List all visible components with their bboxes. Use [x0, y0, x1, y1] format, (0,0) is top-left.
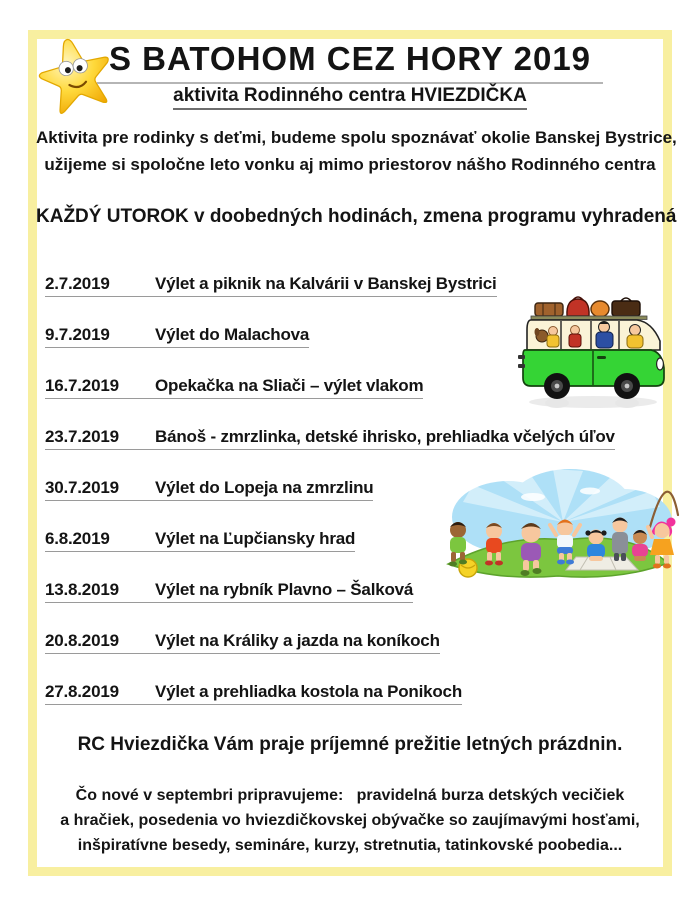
event-row [45, 325, 309, 348]
intro-text [36, 124, 677, 178]
family-van-illustration [515, 293, 667, 411]
event-date: 9.7.2019 [45, 325, 110, 344]
september-line-3: inšpiratívne besedy, semináre, kurzy, stretnutia, tatinkovské poobedia... [77, 837, 623, 854]
event-row [45, 376, 423, 399]
event-activity: Výlet do Malachova [155, 325, 310, 344]
september-line-2: a hračiek, posedenia vo hviezdičkovskej obývačke so zaujímavými hosťami, [60, 812, 640, 829]
event-activity: Výlet a prehliadka kostola na Ponikoch [155, 682, 462, 701]
event-row [45, 580, 413, 603]
event-row [45, 478, 373, 501]
event-row [45, 427, 615, 450]
event-row [45, 529, 355, 552]
event-row [45, 274, 497, 297]
september-line-1: Čo nové v septembri pripravujeme: pravidelná burza detských vecičiek [75, 787, 625, 804]
closing-wish: RC Hviezdička Vám praje príjemné prežitie letných prázdnin. [77, 734, 623, 755]
page-subtitle: aktivita Rodinného centra HVIEZDIČKA [173, 85, 527, 110]
event-row [45, 631, 440, 654]
event-date: 6.8.2019 [45, 529, 110, 548]
event-activity: Výlet do Lopeja na zmrzlinu [155, 478, 374, 497]
september-plans [36, 783, 664, 858]
event-date: 20.8.2019 [45, 631, 119, 650]
event-date: 30.7.2019 [45, 478, 119, 497]
event-date: 23.7.2019 [45, 427, 119, 446]
event-activity: Bánoš - zmrzlinka, detské ihrisko, prehliadka včelých úľov [155, 427, 615, 446]
event-date: 13.8.2019 [45, 580, 119, 599]
event-activity: Výlet na rybník Plavno – Šalková [155, 580, 414, 599]
intro-line-1: Aktivita pre rodinky s deťmi, budeme spolu spoznávať okolie Banskej Bystrice, [36, 128, 677, 147]
event-activity: Výlet na Králiky a jazda na koníkoch [155, 631, 440, 650]
schedule-heading: KAŽDÝ UTOROK v doobedných hodinách, zmena programu vyhradená [36, 206, 677, 227]
event-activity: Výlet na Ľupčiansky hrad [155, 529, 356, 548]
event-row [45, 682, 462, 705]
children-playing-illustration [438, 467, 680, 585]
page-title: S BATOHOM CEZ HORY 2019 [97, 40, 603, 84]
intro-line-2: užijeme si spoločne leto vonku aj mimo priestorov nášho Rodinného centra [44, 155, 656, 174]
event-date: 2.7.2019 [45, 274, 110, 293]
event-date: 27.8.2019 [45, 682, 119, 701]
event-activity: Opekačka na Sliači – výlet vlakom [155, 376, 424, 395]
event-date: 16.7.2019 [45, 376, 119, 395]
event-activity: Výlet a piknik na Kalvárii v Banskej Bystrici [155, 274, 497, 293]
